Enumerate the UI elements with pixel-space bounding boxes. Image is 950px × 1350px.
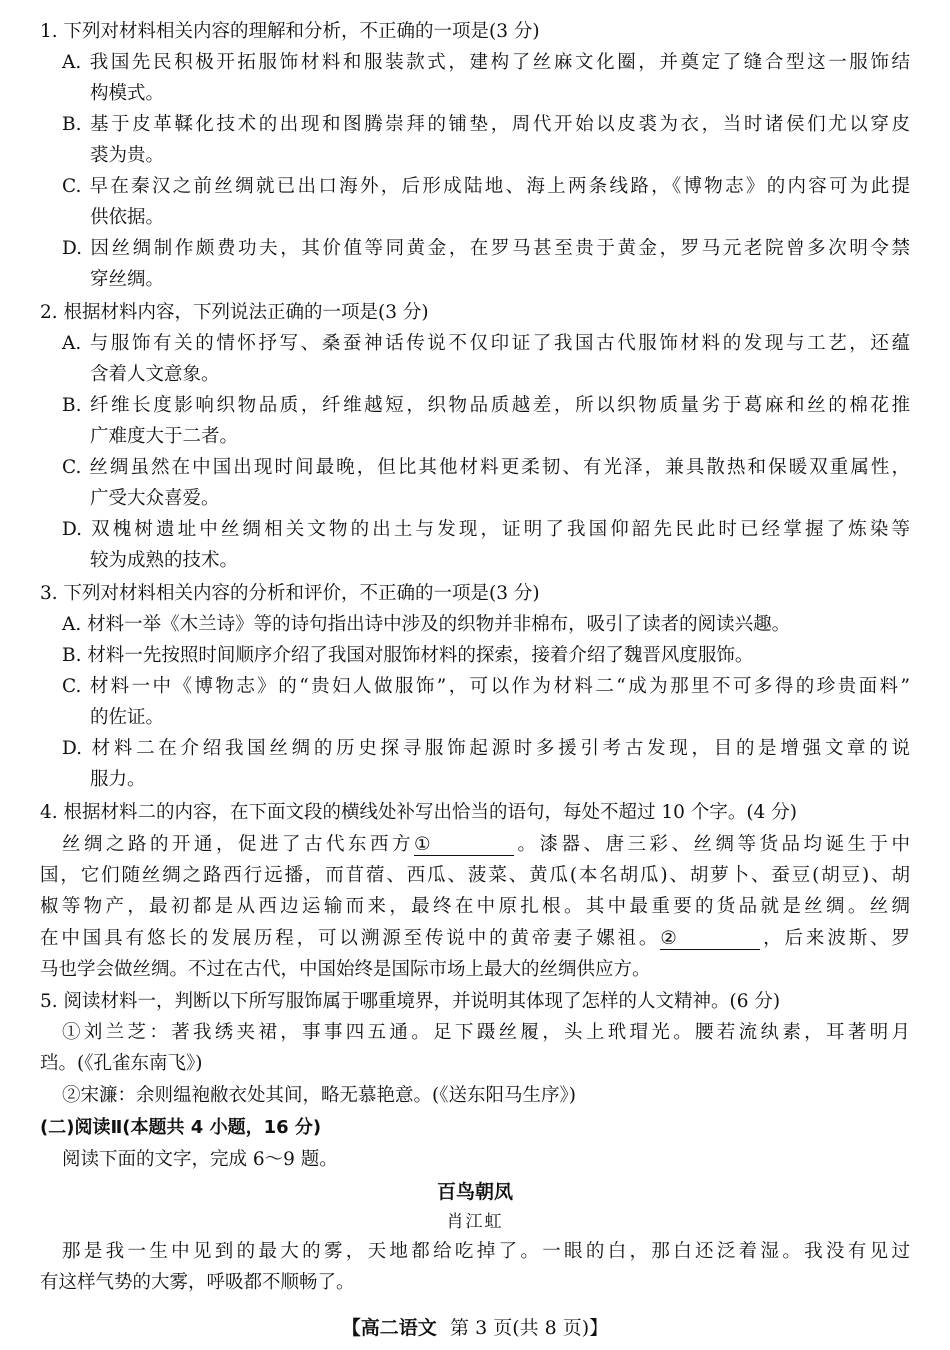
q1-option-b: B. 基于皮革鞣化技术的出现和图腾崇拜的铺垫，周代开始以皮裘为衣，当时诸侯们尤以穿皮 xyxy=(62,114,910,135)
q3-option-d: D. 材料二在介绍我国丝绸的历史探寻服饰起源时多援引考古发现，目的是增强文章的说 xyxy=(62,738,910,759)
q2-option-a: A. 与服饰有关的情怀抒写、桑蚕神话传说不仅印证了我国古代服饰材料的发现与工艺，还蕴 xyxy=(62,333,910,354)
question-3-stem: 3. 下列对材料相关内容的分析和评价，不正确的一项是(3 分) xyxy=(40,583,540,604)
q3-option-c: C. 材料一中《博物志》的“贵妇人做服饰”，可以作为材料二“成为那里不可多得的珍贵面料” xyxy=(62,676,910,697)
q5-item-1-cont: 珰。(《孔雀东南飞》) xyxy=(40,1053,203,1074)
section-instruction: 阅读下面的文字，完成 6～9 题。 xyxy=(62,1149,338,1170)
story-title: 百鸟朝凤 xyxy=(436,1181,513,1203)
question-4-stem: 4. 根据材料二的内容，在下面文段的横线处补写出恰当的语句，每处不超过 10 个字。(4 分) xyxy=(40,802,797,823)
q4-passage-text: 。漆器、唐三彩、丝绸等货品均诞生于中 xyxy=(514,834,910,855)
q2-option-d: D. 双槐树遗址中丝绸相关文物的出土与发现，证明了我国仰韶先民此时已经掌握了炼染等 xyxy=(62,519,910,540)
q3-option-d-cont: 服力。 xyxy=(90,769,146,790)
q1-option-c-cont: 供依据。 xyxy=(90,207,165,228)
q5-item-2: ②宋濂：余则缊袍敝衣处其间，略无慕艳意。(《送东阳马生序》) xyxy=(62,1085,576,1106)
q3-option-b: B. 材料一先按照时间顺序介绍了我国对服饰材料的探索，接着介绍了魏晋风度服饰。 xyxy=(62,645,754,666)
q2-option-d-cont: 较为成熟的技术。 xyxy=(90,550,239,571)
q2-option-b-cont: 广难度大于二者。 xyxy=(90,426,239,447)
q4-passage-line-5: 马也学会做丝绸。不过在古代，中国始终是国际市场上最大的丝绸供应方。 xyxy=(40,959,651,980)
q4-passage-line-2: 国，它们随丝绸之路西行远播，而苜蓿、西瓜、菠菜、黄瓜(本名胡瓜)、胡萝卜、蚕豆(胡豆)、胡 xyxy=(40,865,910,886)
question-1-stem: 1. 下列对材料相关内容的理解和分析，不正确的一项是(3 分) xyxy=(40,21,540,42)
q4-passage-line-1 xyxy=(62,833,910,857)
q4-passage-line-4 xyxy=(40,927,910,951)
question-2-stem: 2. 根据材料内容，下列说法正确的一项是(3 分) xyxy=(40,302,429,323)
question-5-stem: 5. 阅读材料一，判断以下所写服饰属于哪重境界，并说明其体现了怎样的人文精神。(6 分) xyxy=(40,991,781,1012)
q2-option-c: C. 丝绸虽然在中国出现时间最晚，但比其他材料更柔韧、有光泽，兼具散热和保暖双重属性， xyxy=(62,457,910,478)
q1-option-a: A. 我国先民积极开拓服饰材料和服装款式，建构了丝麻文化圈，并奠定了缝合型这一服饰结 xyxy=(62,52,910,73)
q1-option-d: D. 因丝绸制作颇费功夫，其价值等同黄金，在罗马甚至贵于黄金，罗马元老院曾多次明令禁 xyxy=(62,238,910,259)
section-heading: (二)阅读Ⅱ(本题共 4 小题，16 分) xyxy=(40,1117,322,1138)
story-paragraph-1: 那是我一生中见到的最大的雾，天地都给吃掉了。一眼的白，那白还泛着湿。我没有见过 xyxy=(62,1241,910,1262)
story-author: 肖江虹 xyxy=(446,1212,504,1232)
q4-passage-text: 在中国具有悠长的发展历程，可以溯源至传说中的黄帝妻子嫘祖。 xyxy=(40,928,661,949)
fill-blank-1[interactable]: ① xyxy=(414,835,514,856)
footer-subject: 【高二语文 xyxy=(341,1317,437,1339)
q1-option-d-cont: 穿丝绸。 xyxy=(90,269,165,290)
q2-option-a-cont: 含着人文意象。 xyxy=(90,364,220,385)
story-paragraph-1-cont: 有这样气势的大雾，呼吸都不顺畅了。 xyxy=(40,1272,355,1293)
q3-option-a: A. 材料一举《木兰诗》等的诗句指出诗中涉及的织物并非棉布，吸引了读者的阅读兴趣。 xyxy=(62,614,791,635)
q4-passage-text: 丝绸之路的开通，促进了古代东西方 xyxy=(62,834,414,855)
q5-item-1: ①刘兰芝：著我绣夹裙，事事四五通。足下蹑丝履，头上玳瑁光。腰若流纨素，耳著明月 xyxy=(62,1022,910,1043)
q2-option-b: B. 纤维长度影响织物品质，纤维越短，织物品质越差，所以织物质量劣于葛麻和丝的棉花推 xyxy=(62,395,910,416)
fill-blank-2[interactable]: ② xyxy=(660,929,760,950)
q3-option-c-cont: 的佐证。 xyxy=(90,707,165,728)
q2-option-c-cont: 广受大众喜爱。 xyxy=(90,488,220,509)
q1-option-b-cont: 裘为贵。 xyxy=(90,145,165,166)
page-footer xyxy=(0,1316,950,1340)
q1-option-a-cont: 构模式。 xyxy=(90,83,165,104)
footer-page-number: 第 3 页(共 8 页)】 xyxy=(450,1317,609,1339)
q4-passage-line-3: 椒等物产，最初都是从西边运输而来，最终在中原扎根。其中最重要的货品就是丝绸。丝绸 xyxy=(40,896,910,917)
q1-option-c: C. 早在秦汉之前丝绸就已出口海外，后形成陆地、海上两条线路，《博物志》的内容可为此提 xyxy=(62,176,910,197)
q4-passage-text: ，后来波斯、罗 xyxy=(760,928,910,949)
